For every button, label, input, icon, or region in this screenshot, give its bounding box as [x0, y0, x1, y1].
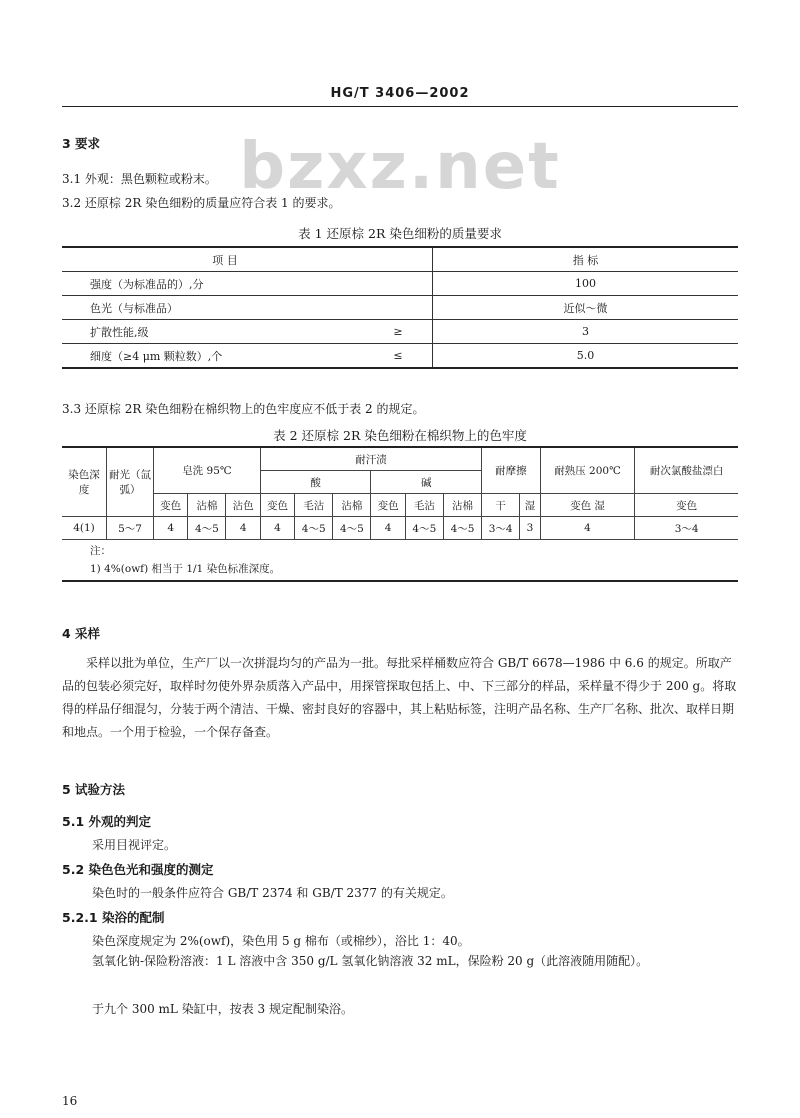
table1-cell-sym: ≥ — [364, 320, 433, 344]
clause-5-1-body: 采用目视评定。 — [92, 838, 177, 852]
clause-5-2-1-a: 染色深度规定为 2%(owf)，染色用 5 g 棉布（或棉纱），浴比 1：40。 — [92, 934, 470, 948]
table1-cell-val: 5.0 — [433, 344, 739, 369]
clause-5-1: 5.1 外观的判定 — [62, 814, 151, 829]
clause-5-2-1-c: 于九个 300 mL 染缸中，按表 3 规定配制染浴。 — [92, 1002, 353, 1016]
table2-head-alkali: 碱 — [371, 471, 482, 494]
table2-header-row-1 — [62, 447, 738, 471]
table2-head-stain-cotton: 沾棉 — [443, 494, 481, 517]
table1-cell-val: 3 — [433, 320, 739, 344]
table1-header-row — [62, 247, 738, 272]
table1-cell-item: 扩散性能,级 — [62, 320, 364, 344]
table2-cell: 5～7 — [107, 517, 154, 540]
table2-cell: 4 — [260, 517, 294, 540]
table2-cell: 4(1) — [62, 517, 107, 540]
table2-header-row-3 — [62, 494, 738, 517]
table2-note-title: 注： — [90, 545, 111, 557]
table2-head-fade: 变色 — [260, 494, 294, 517]
clause-5-2-body: 染色时的一般条件应符合 GB/T 2374 和 GB/T 2377 的有关规定。 — [92, 886, 453, 900]
table2-head-stain-wool: 毛沾 — [295, 494, 333, 517]
table1-cell-sym — [364, 272, 433, 296]
table2-cell: 3 — [520, 517, 540, 540]
clause-3-3: 3.3 还原棕 2R 染色细粉在棉织物上的色牢度应不低于表 2 的规定。 — [62, 402, 425, 416]
clause-5-2-1-b: 氢氧化钠-保险粉溶液：1 L 溶液中含 350 g/L 氢氧化钠溶液 32 mL，保险粉 20 g（此溶液随用随配）。 — [92, 954, 649, 968]
clause-3-2: 3.2 还原棕 2R 染色细粉的质量应符合表 1 的要求。 — [62, 196, 341, 210]
clause-5-2: 5.2 染色色光和强度的测定 — [62, 862, 214, 877]
table2-head-fade: 变色 — [371, 494, 405, 517]
table2-head-light: 耐光（氙弧） — [107, 447, 154, 517]
table2-cell: 4 — [154, 517, 188, 540]
table1-cell-item: 细度（≥4 μm 颗粒数）,个 — [62, 344, 364, 369]
section-4-body: 采样以批为单位，生产厂以一次拼混均匀的产品为一批。每批采样桶数应符合 GB/T 6678—1986 中 6.6 的规定。所取产品的包装必须完好，取样时勿使外界杂质落入产品中，用探管探取包括上、中、下三部分的样品，采样量不得少于 200 g。将取得的样品仔细混匀，分装于两个清洁、干燥、密封良好的容器中，其上粘贴标签，注明产品名称、生产厂名称、批次、取样日期和地点。一个用于检验，一个保存备查。 — [62, 656, 737, 739]
table1-head-item: 项 目 — [62, 247, 364, 272]
table2-caption: 表 2 还原棕 2R 染色细粉在棉织物上的色牢度 — [273, 428, 527, 443]
table2-cell: 4～5 — [333, 517, 371, 540]
table-row — [62, 296, 738, 320]
table1 — [62, 246, 738, 369]
table1-cell-item: 强度（为标准品的）,分 — [62, 272, 364, 296]
table2-head-perspiration: 耐汗渍 — [260, 447, 481, 471]
section-5-heading: 5 试验方法 — [62, 782, 126, 797]
table2-head-fade2: 变色 — [635, 494, 738, 517]
table2-cell: 4～5 — [295, 517, 333, 540]
table2-head-stain-cotton: 沾棉 — [188, 494, 226, 517]
table2-head-stain: 沾色 — [226, 494, 260, 517]
table-row — [62, 320, 738, 344]
table2-cell: 4 — [371, 517, 405, 540]
table2-note — [62, 540, 738, 582]
page-number: 16 — [62, 1094, 78, 1108]
table2-head-fade: 变色 — [154, 494, 188, 517]
section-3-heading: 3 要求 — [62, 136, 101, 151]
table-row — [62, 517, 738, 540]
table2-head-rub: 耐摩擦 — [482, 447, 541, 494]
table2-cell: 4 — [226, 517, 260, 540]
table2-head-stain-wool: 毛沾 — [405, 494, 443, 517]
table2-cell: 3～4 — [635, 517, 738, 540]
table2-head-depth: 染色深度 — [62, 447, 107, 517]
table2-cell: 4 — [540, 517, 635, 540]
page-header: HG/T 3406—2002 — [330, 86, 470, 101]
table2-head-chlorine: 耐次氯酸盐漂白 — [635, 447, 738, 494]
table-row — [62, 344, 738, 369]
table1-cell-sym: ≤ — [364, 344, 433, 369]
table2-note-text: 1) 4%(owf) 相当于 1/1 染色标准深度。 — [90, 563, 281, 575]
table2-head-acid: 酸 — [260, 471, 371, 494]
table2-cell: 3～4 — [482, 517, 520, 540]
table2-cell: 4～5 — [405, 517, 443, 540]
table1-cell-val: 近似～微 — [433, 296, 739, 320]
header-rule — [62, 106, 738, 107]
section-4-heading: 4 采样 — [62, 626, 101, 641]
table2 — [62, 446, 738, 582]
table2-head-fade-wet: 变色 湿 — [540, 494, 635, 517]
clause-5-2-1: 5.2.1 染浴的配制 — [62, 910, 165, 925]
table2-head-wash: 皂洗 95℃ — [154, 447, 261, 494]
table2-head-wet: 湿 — [520, 494, 540, 517]
table1-cell-item: 色光（与标准品） — [62, 296, 364, 320]
table2-head-heat: 耐熟压 200℃ — [540, 447, 635, 494]
table2-cell: 4～5 — [188, 517, 226, 540]
table1-cell-val: 100 — [433, 272, 739, 296]
table2-note-row — [62, 540, 738, 582]
table1-cell-sym — [364, 296, 433, 320]
table1-caption: 表 1 还原棕 2R 染色细粉的质量要求 — [298, 226, 502, 241]
clause-3-1: 3.1 外观：黑色颗粒或粉末。 — [62, 172, 217, 186]
table-row — [62, 272, 738, 296]
table1-head-index: 指 标 — [433, 247, 739, 272]
table2-head-stain-cotton: 沾棉 — [333, 494, 371, 517]
watermark: bzxz.net — [239, 130, 561, 204]
table2-head-dry: 干 — [482, 494, 520, 517]
table2-cell: 4～5 — [443, 517, 481, 540]
